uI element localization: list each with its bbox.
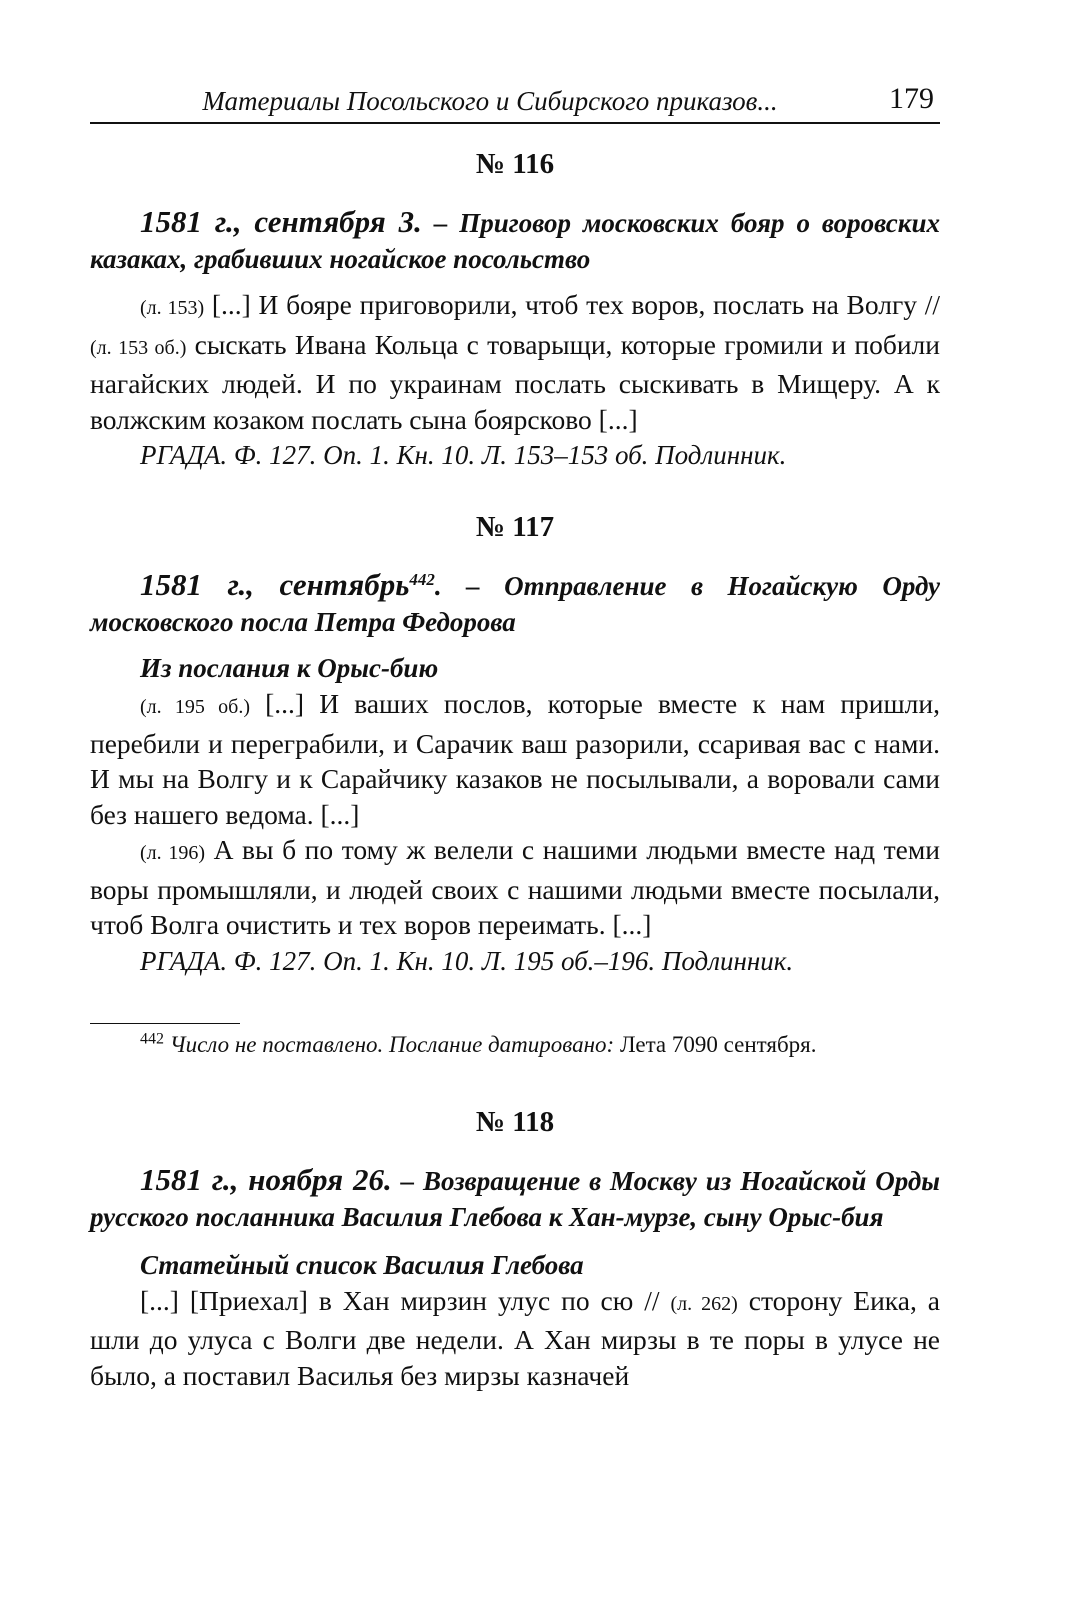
document-title-text: . – Отправление в Ногайскую Орду московского посла Петра Федорова	[90, 571, 941, 637]
folio-reference: (л. 195 об.)	[140, 696, 251, 718]
document-number: № 116	[475, 148, 555, 180]
document-title	[90, 567, 940, 640]
page-number: 179	[889, 82, 934, 115]
document-number: № 118	[475, 1105, 555, 1138]
text-fragment: [...] [Приехал] в Хан мирзин улус по сю //	[140, 1284, 671, 1316]
document-title	[90, 1162, 940, 1235]
document-date: 1581 г., сентябрь	[140, 567, 410, 602]
footnote-quote: Лета 7090 сентября.	[619, 1031, 817, 1057]
document-117	[90, 511, 940, 979]
document-116	[90, 148, 940, 473]
folio-reference: (л. 262)	[670, 1292, 738, 1315]
footnote-italic-text: Число не поставлено. Послание датировано:	[164, 1031, 620, 1057]
folio-reference: (л. 153 об.)	[90, 336, 187, 359]
text-fragment: [...] И ваших послов, которые вместе к нам пришли, перебили и переграбили, и Сарачик ваш разорили, ссаривая вас с нами. И мы на Волгу и к Сарайчику казаков не посылывали, а воровали сами без нашего ведома. [...]	[90, 688, 941, 830]
text-fragment: сыскать Ивана Кольца с товарыщи, которые громили и побили нагайских людей. И по украинам послать сыскивать в Мищеру. А к волжским козаком послать сына боярсково [...]	[90, 328, 940, 435]
running-title: Материалы Посольского и Сибирского приказов...	[202, 86, 778, 116]
document-text	[90, 686, 940, 832]
book-page	[90, 80, 940, 1393]
document-subheading: Статейный список Василия Глебова	[140, 1249, 584, 1280]
footnote	[90, 1030, 940, 1060]
text-fragment: А вы б по тому ж велели с нашими людьми вместе над теми воры промышляли, и людей своих с нашими людьми вместе посылали, чтоб Волга очистить и тех воров переимать. [...]	[90, 834, 940, 940]
footnote-divider	[90, 1023, 240, 1024]
document-subheading: Из послания к Орыс-бию	[140, 653, 439, 683]
document-text	[90, 832, 940, 943]
document-title-text: – Приговор московских бояр о воровских казаках, грабивших ногайское посольство	[90, 208, 940, 274]
footnote-marker: 442	[409, 570, 435, 589]
footnote-number: 442	[140, 1029, 164, 1047]
document-title-text: – Возвращение в Москву из Ногайской Орды русского посланника Василия Глебова к Хан-мурзе, сыну Орыс-бия	[90, 1165, 940, 1232]
document-text	[90, 287, 940, 437]
archive-source: РГАДА. Ф. 127. Оп. 1. Кн. 10. Л. 195 об.–196. Подлинник.	[140, 945, 794, 976]
document-118	[90, 1106, 940, 1394]
document-title	[90, 204, 940, 277]
folio-reference: (л. 153)	[140, 297, 205, 319]
running-header	[90, 80, 940, 124]
text-fragment: [...] И бояре приговорили, чтоб тех воров, послать на Волгу //	[204, 289, 940, 320]
document-date: 1581 г., сентября 3.	[140, 204, 422, 239]
document-number: № 117	[475, 511, 555, 543]
document-date: 1581 г., ноября 26.	[140, 1161, 392, 1197]
text-fragment: сторону Еика, а шли до улуса с Волги две недели. А Хан мирзы в те поры в улусе не было, а поставил Василья без мирзы казначей	[90, 1284, 940, 1391]
archive-source: РГАДА. Ф. 127. Оп. 1. Кн. 10. Л. 153–153 об. Подлинник.	[140, 440, 787, 470]
document-text	[90, 1283, 940, 1394]
folio-reference: (л. 196)	[140, 842, 206, 864]
